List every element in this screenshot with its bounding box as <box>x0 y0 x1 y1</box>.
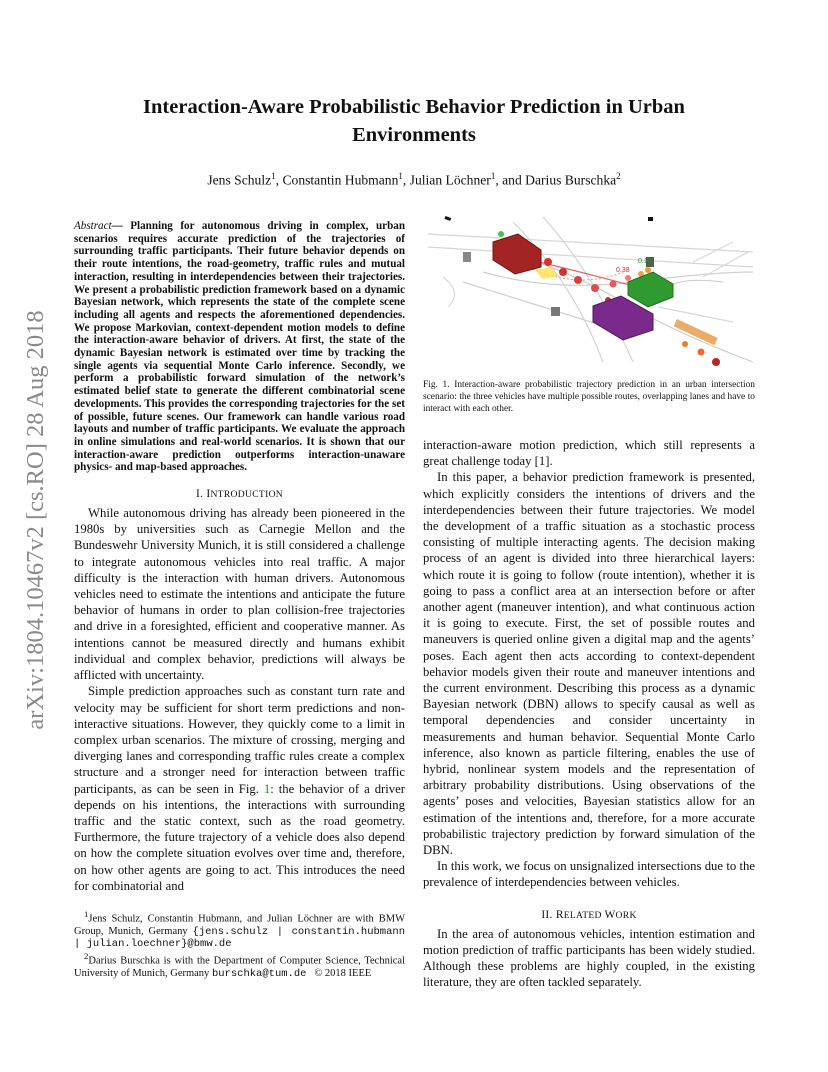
paragraph: In this paper, a behavior prediction framework is presented, which explicitly considers the intentions of drivers and the interdependencies between their future trajectories. We model the development of a traffic situation as a stochastic process consisting of multiple interacting agents. The decision making process of an agent is divided into three hierarchical layers: which route it is going to follow (route intention), whether it is going to pass a conflict area at an intersection before or after another agent (maneuver intention), and what continuous action it is going to execute. First, the set of possible routes and maneuvers is queried online given a digital map and the agents’ poses. Each agent then acts according to context-dependent behavior models given their route and maneuver intentions and the current environment. Describing this process as a dynamic Bayesian network (DBN) allows to specify causal as well as temporal dependencies and consider uncertainty in measurements and human behavior. Sequential Monte Carlo inference, also known as particle filtering, enables the use of hybrid, nonlinear system models and the representation of arbitrary probability distributions. Using observations of the agents’ poses and velocities, Bayesian statistics allow for an estimation of the intentions and, therefore, for a more accurate probabilistic trajectory prediction by forward simulation of the DBN. <box>423 470 755 858</box>
section-heading-introduction: I. INTRODUCTION <box>195 488 284 501</box>
trajectory-point <box>682 341 688 347</box>
trajectory-point <box>698 349 705 356</box>
trajectory-point <box>498 231 504 237</box>
left-column <box>74 220 405 980</box>
abstract: Abstract— Planning for autonomous driving in complex, urban scenarios requires accurate prediction of the trajectories of surrounding traffic participants. Their future behavior depends on their route intentions, the road-geometry, traffic rules and mutual interaction, resulting in interdependencies between their trajectories. We present a probabilistic prediction framework based on a dynamic Bayesian network, which represents the state of the complete scene including all agents and respects the aforementioned dependencies. We propose Markovian, context-dependent motion models to define the interaction-aware behavior of drivers. At first, the state of the dynamic Bayesian network is estimated over time by tracking the single agents via sequential Monte Carlo inference. Secondly, we perform a probabilistic forward simulation of the network’s estimated belief state to generate the different combinatorial scene developments. This provides the corresponding trajectories for the set of possible, future scenes. Our framework can handle various road layouts and number of traffic participants. We evaluate the approach in online simulations and real-world scenarios. It is shown that our interaction-aware prediction outperforms interaction-unaware physics- and map-based approaches. <box>74 220 405 474</box>
figure-1-intersection-scene <box>423 212 755 368</box>
author-name: Darius Burschka <box>525 172 617 188</box>
paragraph: interaction-aware motion prediction, which still represents a great challenge today [1]. <box>423 438 755 469</box>
speed-label: 0.16 <box>638 258 652 265</box>
paper-title: Interaction-Aware Probabilistic Behavior Prediction in Urban Environments <box>143 96 685 146</box>
section-heading-related-work: II. RELATED WORK <box>541 908 637 921</box>
author-list: Jens Schulz$^1$, Constantin Hubmann$^1$, Julian Löchner$^1$, and Darius Burschka$^2$ <box>207 171 621 188</box>
paragraph: In this work, we focus on unsignalized intersections due to the prevalence of interdependencies between vehicles. <box>423 859 755 890</box>
paragraph: In the area of autonomous vehicles, intention estimation and motion prediction of traffic participants has been widely studied. Although these problems are highly coupled, in the existing literature, they are often tackled separately. <box>423 926 755 990</box>
right-column <box>423 437 755 991</box>
trajectory-point <box>625 275 631 281</box>
paragraph: Simple prediction approaches such as constant turn rate and velocity may be sufficient for short term predictions and non-interactive situations. However, they quickly come to a limit in complex urban scenarios. The mixture of crossing, merging and diverging lanes and corresponding traffic rules create a complex structure and a stronger need for interaction between traffic participants, as can be seen in Fig. 1: the behavior of a driver depends on his intentions, the interactions with surrounding traffic and the static context, such as the road geometry. Furthermore, the future trajectory of a vehicle does also depend on how the complete situation evolves over time and, therefore, on how other agents are going to act. This introduces the need for combinatorial and <box>74 684 405 893</box>
introduction-body <box>74 505 405 894</box>
author-name: Jens Schulz <box>207 172 272 188</box>
paragraph: While autonomous driving has already been pioneered in the 1980s by universities such as Carnegie Mellon and the Bundeswehr University Munich, it is still considered a challenge to integrate autonomous vehicles into real traffic. A major difficulty is the interaction with human drivers. Autonomous vehicles need to estimate the intentions and anticipate the future behavior of humans in order to plan collision-free trajectories and drive in a foresighted, efficient and cooperative manner. As intentions cannot be measured directly and humans exhibit individual and complex behavior, predictions will always be afflicted with uncertainty. <box>74 506 405 683</box>
figure-reference-link[interactable]: 1 <box>263 781 271 796</box>
footnotes <box>74 908 405 980</box>
author-name: Julian Löchner <box>409 172 491 188</box>
related-work-body <box>423 926 755 991</box>
trajectory-point <box>645 267 651 273</box>
arxiv-identifier: arXiv:1804.10467v2 [cs.RO] 28 Aug 2018 <box>22 310 49 730</box>
trajectory-point <box>610 281 617 288</box>
copyright-notice: © 2018 IEEE <box>314 968 372 980</box>
footnote: $^2$Darius Burschka is with the Department of Computer Science, Technical University of Munich, Germany burschka@tum.de © 2018 IEEE <box>74 951 405 981</box>
footnote: $^1$Jens Schulz, Constantin Hubmann, and Julian Löchner are with BMW Group, Munich, Germany {jens.schulz | constantin.hubmann | julian.loechner}@bmw.de <box>74 908 405 951</box>
trajectory-point <box>559 268 567 276</box>
speed-label: 0.38 <box>616 267 630 274</box>
trajectory-point <box>574 276 582 284</box>
author-name: Constantin Hubmann <box>282 172 399 188</box>
intersection-illustration <box>423 212 755 368</box>
introduction-body-continued <box>423 437 755 891</box>
figure-caption: Fig. 1. Interaction-aware probabilistic trajectory prediction in an urban intersection scenario: the three vehicles have multiple possible routes, overlapping lanes and have to interact with each other. <box>423 380 755 414</box>
trajectory-point <box>712 358 720 366</box>
trajectory-point <box>591 284 599 292</box>
trajectory-point <box>544 258 552 266</box>
